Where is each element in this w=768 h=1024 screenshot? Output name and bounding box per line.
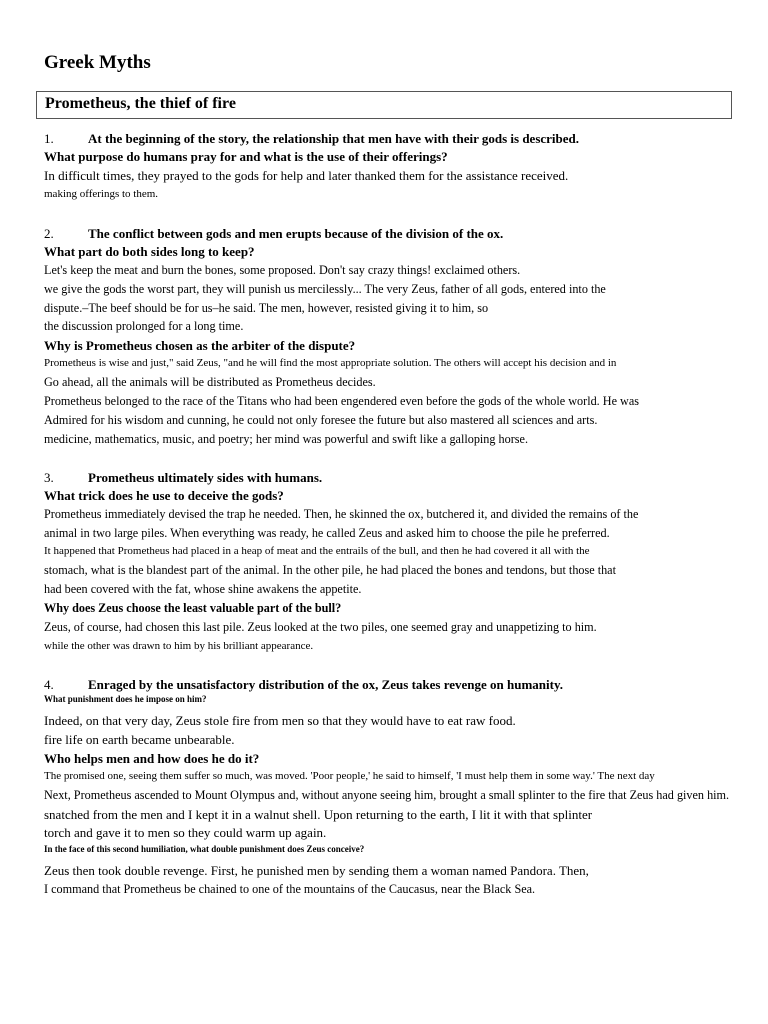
q4-answer-line: Next, Prometheus ascended to Mount Olympus and, without anyone seeing him, brought a small splinter to the fire that Zeus had given him. <box>44 788 730 802</box>
q4-answer-line: I command that Prometheus be chained to one of the mountains of the Caucasus, near the Black Sea. <box>44 882 536 896</box>
q1-answer-line: making offerings to them. <box>44 188 159 200</box>
q2-question-b: Why is Prometheus chosen as the arbiter of the dispute? <box>44 338 356 353</box>
q3-question-b: Why does Zeus choose the least valuable part of the bull? <box>44 601 342 615</box>
q4-heading: Enraged by the unsatisfactory distribution of the ox, Zeus takes revenge on humanity. <box>88 677 564 692</box>
q1-number: 1. <box>44 131 54 146</box>
q4-number: 4. <box>44 677 54 692</box>
q2-question-a: What part do both sides long to keep? <box>44 244 255 259</box>
q2-answer-line: dispute.–The beef should be for us–he said. The men, however, resisted giving it to him, so <box>44 301 489 315</box>
q2-answer-line: Prometheus belonged to the race of the Titans who had been engendered even before the gods of the whole world. He was <box>44 394 639 408</box>
q3-answer-line: animal in two large piles. When everything was ready, he called Zeus and asked him to choose the pile he preferred. <box>44 526 610 540</box>
q4-answer-line: Indeed, on that very day, Zeus stole fire from men so that they would have to eat raw food. <box>44 713 516 728</box>
q3-answer-line: while the other was drawn to him by his brilliant appearance. <box>44 640 314 652</box>
q3-heading: Prometheus ultimately sides with humans. <box>88 470 323 485</box>
q1-heading: At the beginning of the story, the relationship that men have with their gods is described. <box>88 131 580 146</box>
q1-question: What purpose do humans pray for and what is the use of their offerings? <box>44 149 448 164</box>
q3-number: 3. <box>44 470 54 485</box>
q4-question-a: What punishment does he impose on him? <box>44 694 207 704</box>
q2-answer-line: the discussion prolonged for a long time. <box>44 319 244 333</box>
q3-question-a: What trick does he use to deceive the gods? <box>44 488 284 503</box>
q4-answer-line: fire life on earth became unbearable. <box>44 732 235 747</box>
q2-heading: The conflict between gods and men erupts because of the division of the ox. <box>88 226 504 241</box>
q4-answer-line: snatched from the men and I kept it in a walnut shell. Upon returning to the earth, I lit it with that splinter <box>44 807 593 822</box>
q4-question-b: Who helps men and how does he do it? <box>44 751 260 766</box>
q2-answer-line: we give the gods the worst part, they will punish us mercilessly... The very Zeus, father of all gods, entered into the <box>44 282 606 296</box>
q2-answer-line: medicine, mathematics, music, and poetry; her mind was powerful and swift like a galloping horse. <box>44 432 528 446</box>
q2-number: 2. <box>44 226 54 241</box>
q2-answer-line: Admired for his wisdom and cunning, he could not only foresee the future but also mastered all sciences and arts. <box>44 413 598 427</box>
q3-answer-line: It happened that Prometheus had placed in a heap of meat and the entrails of the bull, and then he had covered it all with the <box>44 545 590 557</box>
q4-answer-line: The promised one, seeing them suffer so much, was moved. 'Poor people,' he said to himself, 'I must help them in some way.' The next day <box>44 770 655 782</box>
q3-answer-line: stomach, what is the blandest part of the animal. In the other pile, he had placed the bones and tendons, but those that <box>44 563 616 577</box>
q4-answer-line: torch and gave it to men so they could warm up again. <box>44 825 327 840</box>
q4-answer-line: Zeus then took double revenge. First, he punished men by sending them a woman named Pandora. Then, <box>44 863 589 878</box>
q3-answer-line: Zeus, of course, had chosen this last pile. Zeus looked at the two piles, one seemed gray and unappetizing to him. <box>44 620 597 634</box>
document-title: Greek Myths <box>44 52 151 73</box>
q2-answer-line: Prometheus is wise and just," said Zeus, "and he will find the most appropriate solution. The others will accept his decision and in <box>44 357 617 369</box>
q2-answer-line: Let's keep the meat and burn the bones, some proposed. Don't say crazy things! exclaimed others. <box>44 263 521 277</box>
q2-answer-line: Go ahead, all the animals will be distributed as Prometheus decides. <box>44 375 376 389</box>
section-title-box <box>36 91 732 119</box>
q3-answer-line: Prometheus immediately devised the trap he needed. Then, he skinned the ox, butchered it, and divided the remains of the <box>44 507 639 521</box>
q3-answer-line: had been covered with the fat, whose shine awakens the appetite. <box>44 582 362 596</box>
q4-question-c: In the face of this second humiliation, what double punishment does Zeus conceive? <box>44 844 365 854</box>
section-title: Prometheus, the thief of fire <box>45 95 236 112</box>
q1-answer-line: In difficult times, they prayed to the gods for help and later thanked them for the assistance received. <box>44 168 569 183</box>
